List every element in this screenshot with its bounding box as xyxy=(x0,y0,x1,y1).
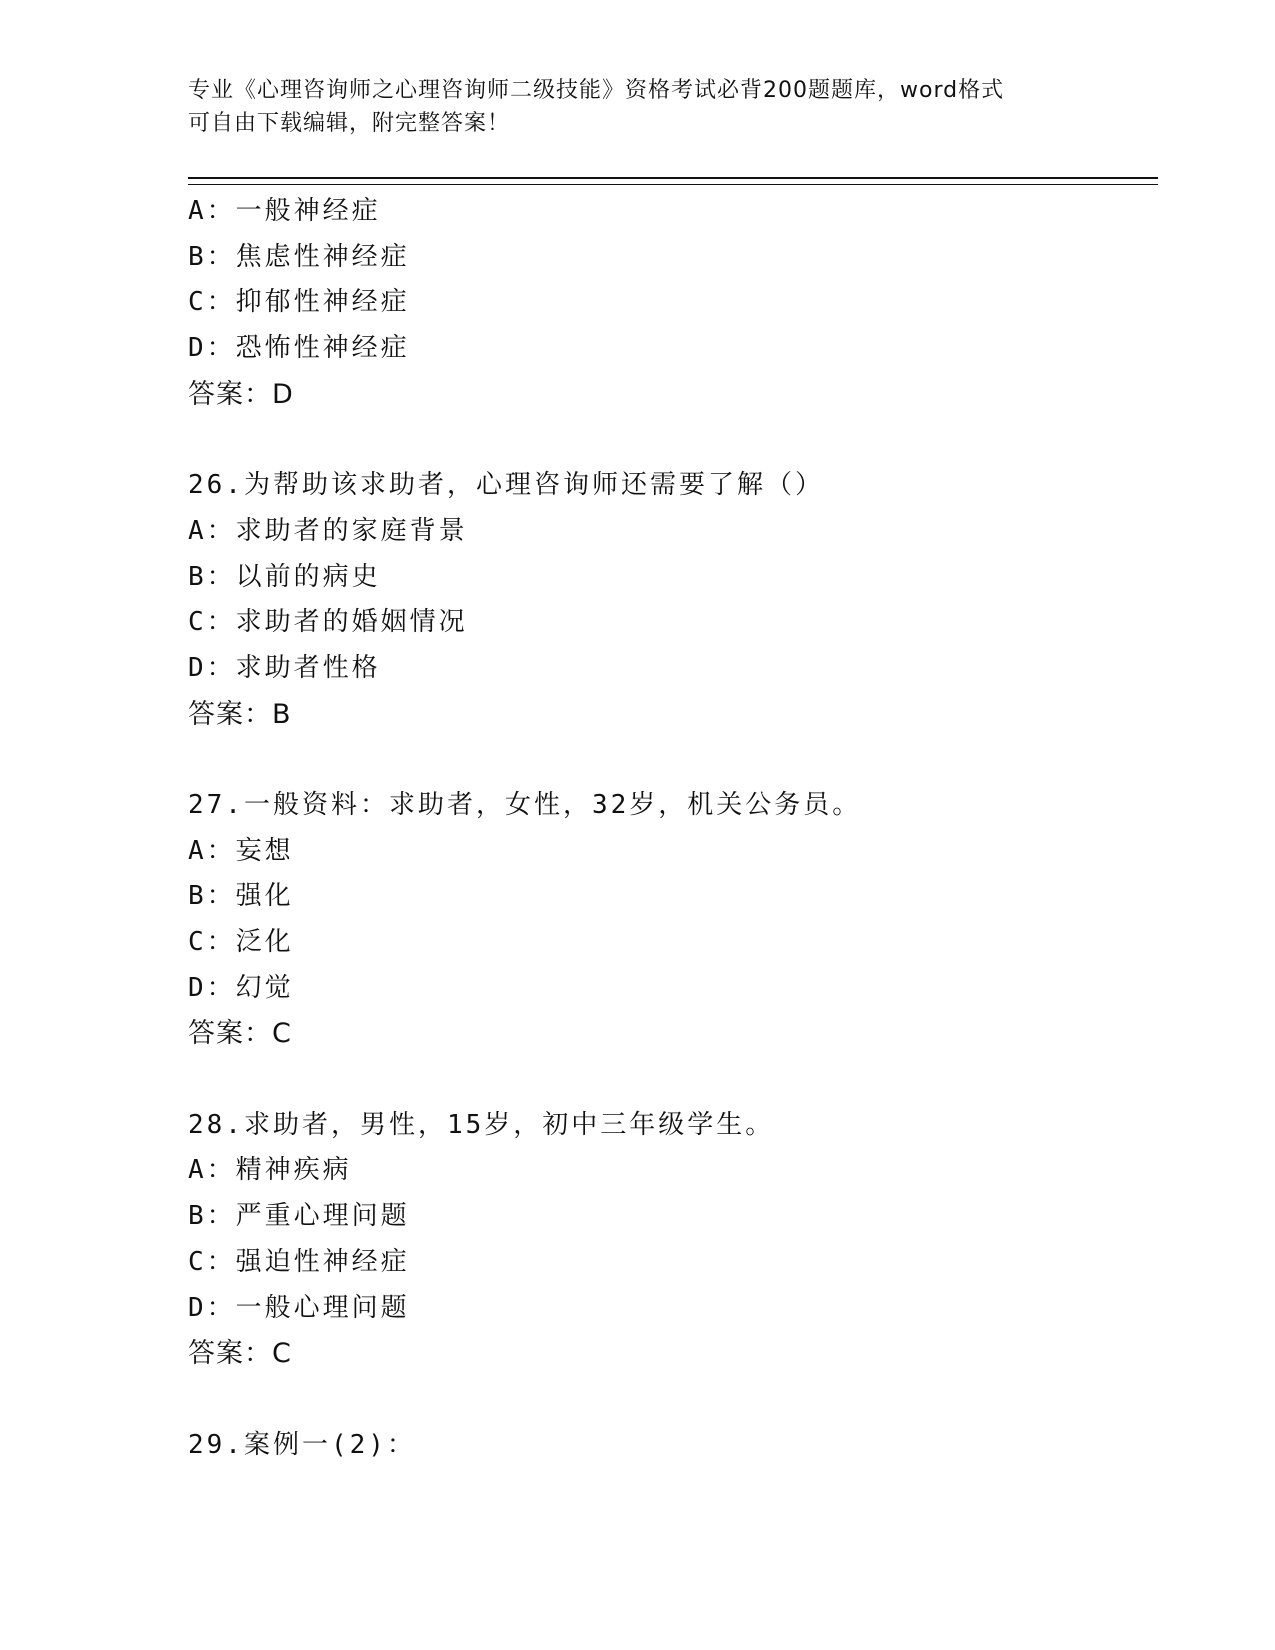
header-divider-thick xyxy=(188,177,1158,179)
question-29 xyxy=(188,1423,1158,1469)
spacer xyxy=(188,737,1158,783)
option-a: A：妄想 xyxy=(188,835,294,866)
header-line-2: 可自由下载编辑，附完整答案！ xyxy=(188,111,511,136)
option-c: C：抑郁性神经症 xyxy=(188,287,410,318)
document-header xyxy=(188,74,1088,140)
option-b: B：以前的病史 xyxy=(188,561,381,592)
header-line-1: 专业《心理咨询师之心理咨询师二级技能》资格考试必背200题题库，word格式 xyxy=(188,78,1005,103)
question-26 xyxy=(188,463,1158,737)
question-text: 28.求助者，男性，15岁，初中三年级学生。 xyxy=(188,1109,775,1140)
spacer xyxy=(188,417,1158,463)
question-list xyxy=(188,189,1158,1468)
option-d: D：求助者性格 xyxy=(188,652,381,683)
option-d: D：恐怖性神经症 xyxy=(188,333,410,364)
question-text: 29.案例一(2)： xyxy=(188,1429,416,1460)
answer-line: 答案：B xyxy=(188,698,292,730)
question-text: 26.为帮助该求助者，心理咨询师还需要了解（） xyxy=(188,470,824,501)
option-c: C：求助者的婚姻情况 xyxy=(188,607,468,638)
header-divider-thin xyxy=(188,184,1158,185)
option-a: A：求助者的家庭背景 xyxy=(188,515,468,546)
option-c: C：强迫性神经症 xyxy=(188,1246,410,1277)
option-c: C：泛化 xyxy=(188,927,294,957)
option-a: A：精神疾病 xyxy=(188,1155,352,1186)
answer-line: 答案：C xyxy=(188,1018,292,1050)
answer-line: 答案：D xyxy=(188,378,294,410)
answer-line: 答案：C xyxy=(188,1338,292,1370)
option-b: B：强化 xyxy=(188,881,294,912)
spacer xyxy=(188,1057,1158,1103)
question-28 xyxy=(188,1103,1158,1377)
option-a: A：一般神经症 xyxy=(188,196,381,226)
option-d: D：幻觉 xyxy=(188,972,294,1003)
option-d: D：一般心理问题 xyxy=(188,1292,410,1323)
question-partial xyxy=(188,189,1158,417)
option-b: B：焦虑性神经症 xyxy=(188,241,410,272)
question-27 xyxy=(188,783,1158,1057)
question-text: 27.一般资料：求助者，女性，32岁，机关公务员。 xyxy=(188,789,862,820)
option-b: B：严重心理问题 xyxy=(188,1201,410,1232)
spacer xyxy=(188,1377,1158,1423)
